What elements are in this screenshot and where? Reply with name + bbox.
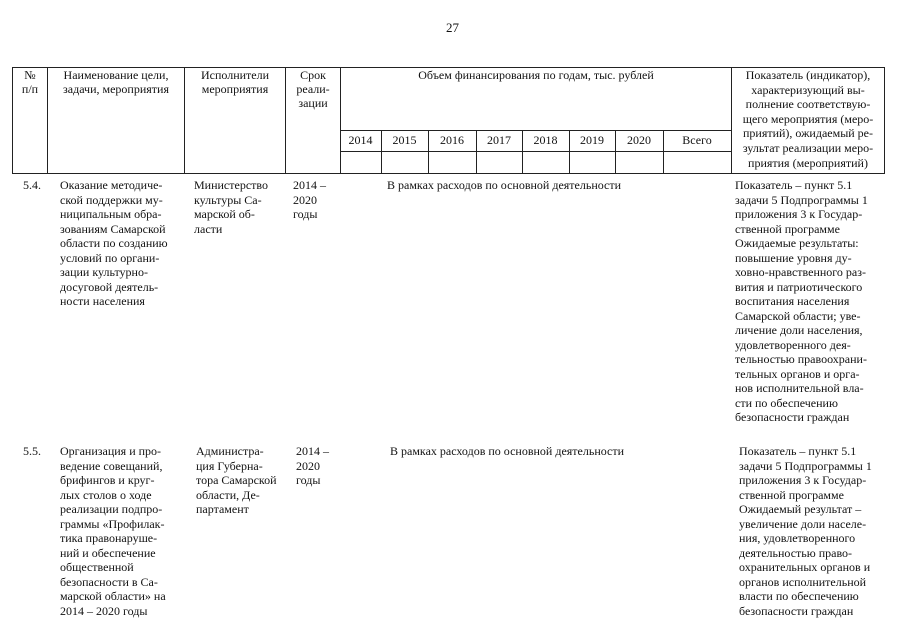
year-2016: 2016 bbox=[440, 133, 464, 147]
row-term-line: 2020 bbox=[296, 458, 320, 473]
row-indicator-line: воспитания населения bbox=[735, 294, 850, 308]
row-name-line: граммы «Профилак- bbox=[60, 516, 165, 531]
col-divider bbox=[340, 67, 341, 174]
row-name-line: марской области» на bbox=[60, 589, 166, 603]
header-indicator-line: Показатель (индикатор), bbox=[745, 68, 871, 82]
row-name-line: ниципальным обра- bbox=[60, 207, 162, 221]
row-executors-line: тора Самарской bbox=[196, 473, 277, 487]
header-indicator-line: приятий), ожидаемый ре- bbox=[742, 126, 874, 141]
col-divider bbox=[884, 67, 885, 174]
row-term-line: годы bbox=[293, 207, 318, 221]
row-indicator-line: удовлетворенного дея- bbox=[735, 337, 851, 352]
row-indicator-line: увеличение доли населе- bbox=[739, 516, 867, 531]
row-name-line: досуговой деятель- bbox=[60, 279, 159, 294]
row-number: 5.4. bbox=[23, 178, 41, 192]
row-indicator bbox=[739, 444, 887, 618]
row-name-line: тика правонаруше- bbox=[60, 531, 158, 545]
row-financing: В рамках расходов по основной деятельности bbox=[387, 178, 622, 192]
row-indicator bbox=[735, 178, 887, 425]
row-financing: В рамках расходов по основной деятельности bbox=[390, 444, 625, 458]
row-indicator-line: безопасности граждан bbox=[739, 603, 854, 618]
row-term bbox=[296, 444, 344, 488]
row-executors-line: культуры Са- bbox=[194, 192, 262, 207]
row-name-line: ской поддержки му- bbox=[60, 192, 163, 207]
row-indicator-line: ственной программе bbox=[739, 487, 844, 502]
header-name-line: Наименование цели, bbox=[63, 68, 169, 82]
header-indicator-line: полнение соответствую- bbox=[745, 97, 871, 112]
header-term-line: зации bbox=[298, 96, 328, 110]
row-term-line: годы bbox=[296, 473, 321, 487]
row-indicator-line: Ожидаемый результат – bbox=[739, 502, 862, 516]
header-indicator-line: щего мероприятия (меро- bbox=[742, 111, 874, 126]
row-number: 5.5. bbox=[23, 444, 41, 458]
row-term-line: 2020 bbox=[293, 192, 317, 207]
header-num-line: п/п bbox=[21, 82, 39, 96]
header-term-line: реали- bbox=[296, 82, 330, 96]
row-term-line: 2014 – bbox=[296, 444, 329, 458]
page-number: 27 bbox=[446, 20, 459, 35]
year-2019: 2019 bbox=[580, 133, 604, 147]
header-financing: Объем финансирования по годам, тыс. рублей bbox=[418, 68, 654, 82]
table-header-bottom-border bbox=[12, 173, 885, 174]
row-name-line: зации культурно- bbox=[60, 265, 148, 279]
row-indicator-line: нов исполнительной вла- bbox=[735, 381, 864, 395]
header-num bbox=[13, 68, 47, 96]
row-indicator-line: сти по обеспечению bbox=[735, 395, 838, 410]
row-indicator-line: охранительных органов и bbox=[739, 560, 871, 574]
row-name-line: зованиям Самарской bbox=[60, 221, 166, 236]
row-indicator-line: деятельностью право- bbox=[739, 545, 853, 560]
year-2017: 2017 bbox=[487, 133, 511, 147]
row-executors-line: области, Де- bbox=[196, 487, 260, 502]
header-executors-line: Исполнители bbox=[200, 68, 270, 82]
row-executors bbox=[194, 178, 286, 236]
header-executors bbox=[185, 68, 285, 96]
year-2014: 2014 bbox=[348, 133, 373, 147]
years-bottom-border bbox=[340, 151, 731, 152]
row-name-line: реализации подпро- bbox=[60, 502, 163, 516]
year-2015: 2015 bbox=[392, 133, 417, 147]
row-executors-line: Администра- bbox=[196, 444, 264, 458]
row-indicator-line: ния, удовлетворенного bbox=[739, 531, 856, 545]
row-indicator-line: Показатель – пункт 5.1 bbox=[735, 178, 853, 192]
years-top-border bbox=[340, 130, 731, 131]
row-indicator-line: приложения 3 к Государ- bbox=[735, 207, 863, 221]
row-name-line: ведение совещаний, bbox=[60, 458, 163, 473]
row-indicator-line: тельностью правоохрани- bbox=[735, 352, 867, 366]
row-indicator-line: задачи 5 Подпрограммы 1 bbox=[739, 458, 872, 473]
row-name-line: общественной bbox=[60, 560, 134, 574]
header-table bbox=[12, 67, 885, 174]
row-indicator-line: личение доли населения, bbox=[735, 323, 863, 337]
row-indicator-line: органов исполнительной bbox=[739, 574, 867, 589]
header-indicator-line: приятия (мероприятий) bbox=[748, 155, 868, 170]
row-name-line: Оказание методиче- bbox=[60, 178, 163, 192]
row-name-line: условий по органи- bbox=[60, 250, 160, 265]
row-term bbox=[293, 178, 341, 222]
row-name bbox=[60, 178, 185, 309]
row-indicator-line: власти по обеспечению bbox=[739, 589, 859, 603]
row-indicator-line: тельных органов и орга- bbox=[735, 366, 860, 381]
row-indicator-line: ственной программе bbox=[735, 221, 840, 236]
row-name-line: 2014 – 2020 годы bbox=[60, 603, 148, 618]
header-num-line: № bbox=[24, 68, 36, 82]
year-2018: 2018 bbox=[533, 133, 558, 147]
year-total: Всего bbox=[682, 133, 712, 147]
row-indicator-line: Ожидаемые результаты: bbox=[735, 236, 859, 250]
header-executors-line: мероприятия bbox=[201, 82, 269, 96]
header-name bbox=[48, 68, 184, 96]
header-term bbox=[286, 68, 340, 110]
row-executors-line: партамент bbox=[196, 502, 249, 516]
row-indicator-line: повышение уровня ду- bbox=[735, 250, 852, 265]
row-indicator-line: безопасности граждан bbox=[735, 410, 850, 424]
row-indicator-line: задачи 5 Подпрограммы 1 bbox=[735, 192, 868, 207]
row-indicator-line: Показатель – пункт 5.1 bbox=[739, 444, 857, 458]
row-executors-line: марской об- bbox=[194, 207, 255, 221]
row-name-line: области по созданию bbox=[60, 236, 168, 250]
row-name-line: безопасности в Са- bbox=[60, 574, 158, 589]
row-indicator-line: ховно-нравственного раз- bbox=[735, 265, 866, 279]
row-executors-line: ция Губерна- bbox=[196, 458, 263, 473]
row-name-line: ний и обеспечение bbox=[60, 545, 156, 560]
row-executors bbox=[196, 444, 292, 517]
year-2020: 2020 bbox=[627, 133, 651, 147]
row-indicator-line: Самарской области; уве- bbox=[735, 308, 861, 323]
row-name bbox=[60, 444, 185, 618]
header-indicator bbox=[732, 68, 884, 170]
row-name-line: брифингов и круг- bbox=[60, 473, 155, 487]
row-executors-line: Министерство bbox=[194, 178, 268, 192]
row-name-line: ности населения bbox=[60, 294, 145, 308]
row-name-line: Организация и про- bbox=[60, 444, 162, 458]
row-executors-line: ласти bbox=[194, 221, 223, 236]
row-indicator-line: вития и патриотического bbox=[735, 279, 863, 294]
row-name-line: лых столов о ходе bbox=[60, 487, 152, 502]
header-name-line: задачи, мероприятия bbox=[63, 82, 169, 96]
header-indicator-line: характеризующий вы- bbox=[751, 82, 865, 97]
row-term-line: 2014 – bbox=[293, 178, 326, 192]
row-indicator-line: приложения 3 к Государ- bbox=[739, 473, 867, 487]
header-term-line: Срок bbox=[300, 68, 326, 82]
header-indicator-line: зультат реализации меро- bbox=[742, 140, 874, 155]
